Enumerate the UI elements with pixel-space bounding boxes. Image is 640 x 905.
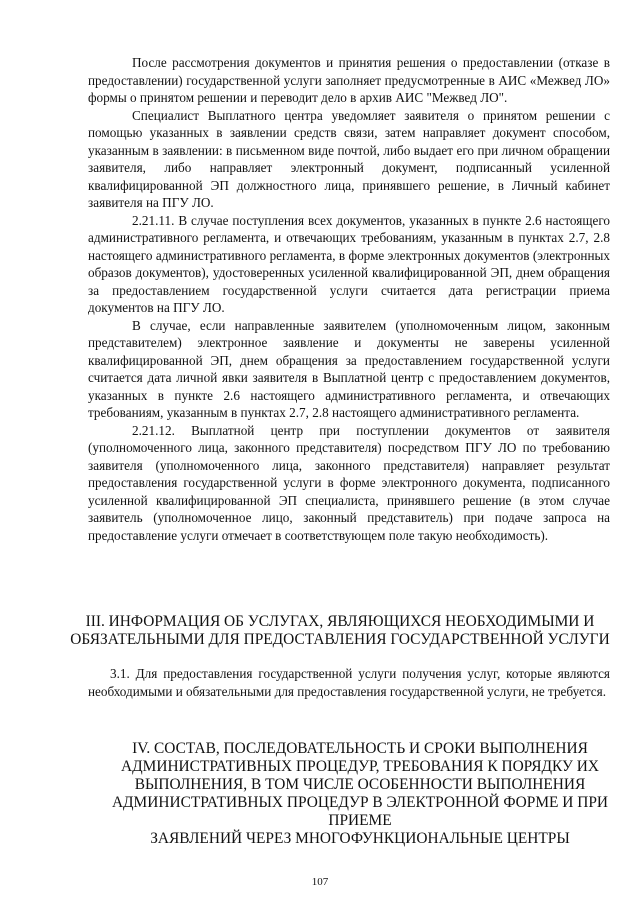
section-4-heading-line: IV. СОСТАВ, ПОСЛЕДОВАТЕЛЬНОСТЬ И СРОКИ ВЫПОЛНЕНИЯ [132,740,588,757]
paragraph-decision-processing: После рассмотрения документов и принятия решения о предоставлении (отказе в предоставлении) государственной услуги заполняет предусмотренные в АИС «Межвед ЛО» формы о принятом решении и переводит дело в архив АИС "Межвед ЛО". [88,55,610,105]
paragraph-2-21-12: 2.21.12. Выплатной центр при поступлении документов от заявителя (уполномоченного лица, законного представителя) посредством ПГУ ЛО по требованию заявителя (уполномоченного лица, законного представителя) направляет результат предоставления государственной услуги в форме электронного документа, подписанного усиленной квалифицированной ЭП специалиста, принявшего решение (в этом случае заявитель (уполномоченное лицо, законный представитель) при подаче запроса на предоставление услуги отмечает в соответствующем поле такую необходимость). [88,422,610,543]
section-4-heading-line: АДМИНИСТРАТИВНЫХ ПРОЦЕДУР, ТРЕБОВАНИЯ К ПОРЯДКУ ИХ [121,758,599,775]
body-text [88,54,610,544]
paragraph-2-21-11: 2.21.11. В случае поступления всех документов, указанных в пункте 2.6 настоящего административного регламента, и отвечающих требованиям, указанным в пунктах 2.7, 2.8 настоящего административного регламента, в форме электронных документов (электронных образов документов), удостоверенных усиленной квалифицированной ЭП, днем обращения за предоставлением государственной услуги считается дата регистрации приема документов на ПГУ ЛО. [88,212,610,315]
section-4-heading [100,740,620,848]
section-4-heading-line: ВЫПОЛНЕНИЯ, В ТОМ ЧИСЛЕ ОСОБЕННОСТИ ВЫПОЛНЕНИЯ [134,776,586,793]
section-4-heading-line: АДМИНИСТРАТИВНЫХ ПРОЦЕДУР В ЭЛЕКТРОННОЙ ФОРМЕ И ПРИ [111,794,609,811]
paragraph-3-1 [88,665,610,700]
section-4-heading-line: ЗАЯВЛЕНИЙ ЧЕРЕЗ МНОГОФУНКЦИОНАЛЬНЫЕ ЦЕНТРЫ [150,830,570,847]
paragraph-unsigned-documents: В случае, если направленные заявителем (уполномоченным лицом, законным представителем) электронное заявление и документы не заверены усиленной квалифицированной ЭП, днем обращения за предоставлением государственной услуги считается дата личной явки заявителя в Выплатной центр с предоставлением документов, указанных в пункте 2.6 настоящего административного регламента, и отвечающих требованиям, указанным в пунктах 2.7, 2.8 настоящего административного регламента. [88,317,610,420]
page-number: 107 [311,876,329,888]
section-4-heading-line: ПРИЕМЕ [328,812,392,829]
paragraph-specialist-notification: Специалист Выплатного центра уведомляет заявителя о принятом решении с помощью указанных в заявлении средств связи, затем направляет документ способом, указанным в заявлении: в письменном виде почтой, либо выдает его при личном обращении заявителя, либо направляет электронный документ, подписанный усиленной квалифицированной ЭП должностного лица, принявшего решение, в Личный кабинет заявителя на ПГУ ЛО. [88,107,610,210]
paragraph-3-1-text: 3.1. Для предоставления государственной услуги получения услуг, которые являются необходимыми и обязательными для предоставления государственной услуги, не требуется. [88,666,610,699]
section-3-heading: III. ИНФОРМАЦИЯ ОБ УСЛУГАХ, ЯВЛЯЮЩИХСЯ НЕОБХОДИМЫМИ И ОБЯЗАТЕЛЬНЫМИ ДЛЯ ПРЕДОСТАВЛЕНИЯ ГОСУДАРСТВЕННОЙ УСЛУГИ [70,613,610,648]
